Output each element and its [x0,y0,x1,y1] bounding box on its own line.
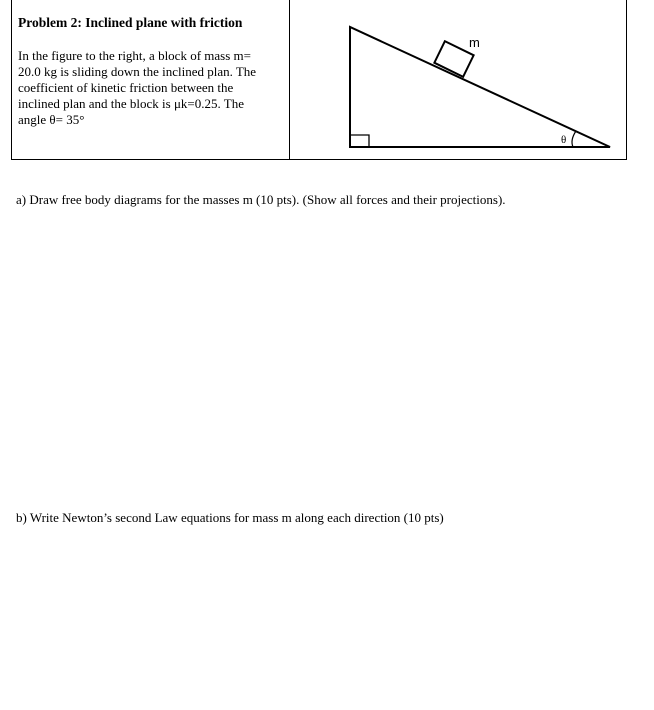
mass-label: m [469,35,480,50]
incline-triangle [350,27,610,147]
question-a: a) Draw free body diagrams for the masses m (10 pts). (Show all forces and their projections). [16,192,506,207]
statement-line: In the figure to the right, a block of mass m= [18,48,251,63]
statement-line: coefficient of kinetic friction between the [18,80,234,95]
angle-arc [572,131,576,147]
statement-line: 20.0 kg is sliding down the inclined plan. The [18,64,257,79]
statement-line: inclined plan and the block is μk=0.25. The [18,96,244,111]
question-b: b) Write Newton’s second Law equations for mass m along each direction (10 pts) [16,510,444,525]
problem-statement [18,48,280,128]
statement-line: angle θ= 35° [18,112,85,127]
inclined-plane-figure [339,16,614,156]
right-angle-marker [350,135,369,147]
problem-title: Problem 2: Inclined plane with friction [18,15,243,30]
table-divider [289,0,290,159]
block [434,41,473,77]
angle-label: θ [561,134,567,146]
